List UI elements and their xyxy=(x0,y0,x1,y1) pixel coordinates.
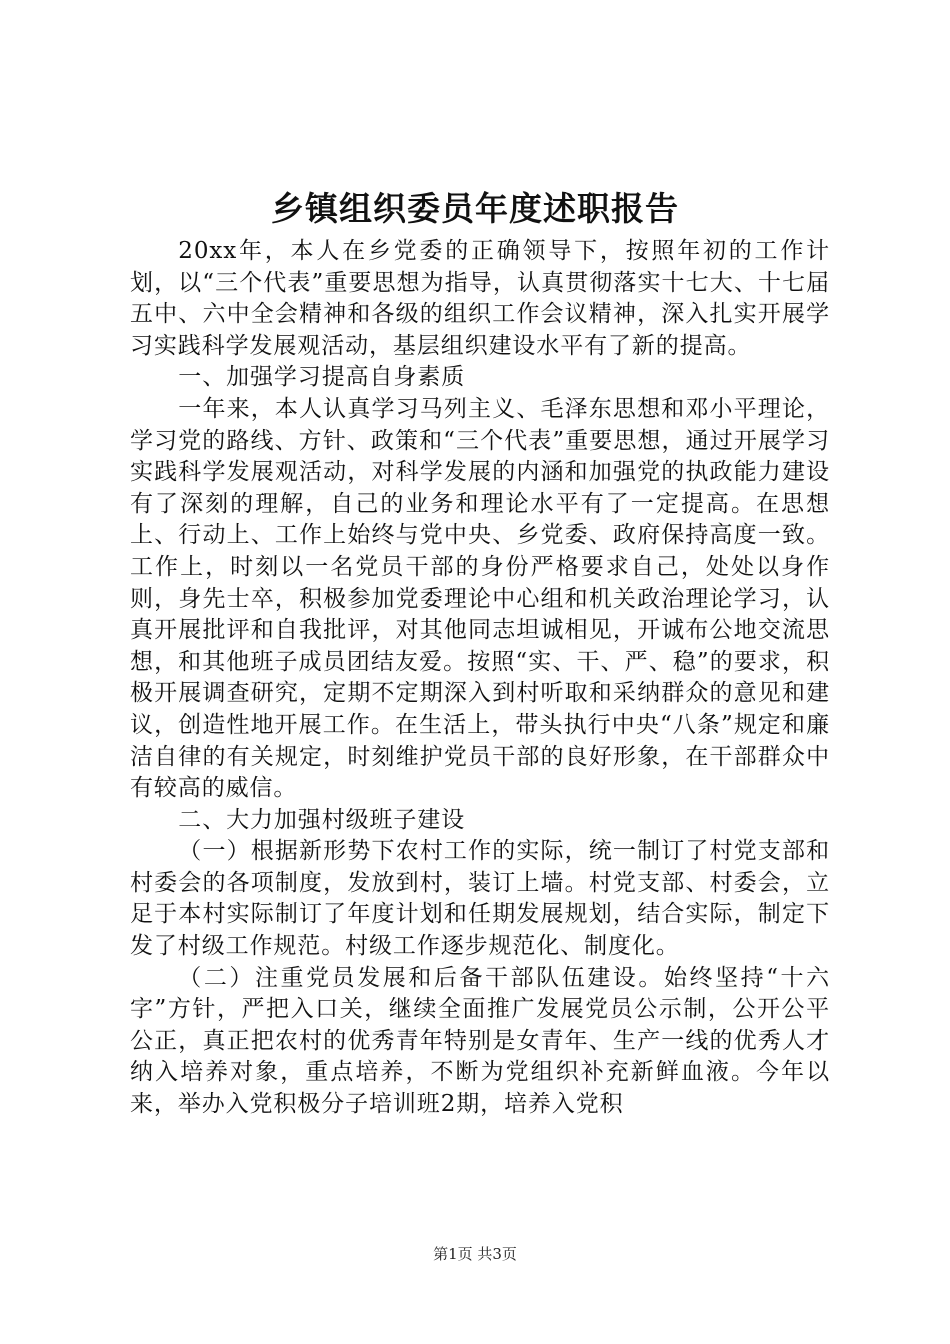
section-heading-2: 二、大力加强村级班子建设 xyxy=(178,806,466,833)
section-heading-1: 一、加强学习提高自身素质 xyxy=(178,364,466,391)
document-title: 乡镇组织委员年度述职报告 xyxy=(271,189,679,228)
paragraph-study: 一年来，本人认真学习马列主义、毛泽东思想和邓小平理论，学习党的路线、方针、政策和“三个代表”重要思想，通过开展学习实践科学发展观活动，对科学发展的内涵和加强党的执政能力建设有了深刻的理解，自己的业务和理论水平有了一定提高。在思想上、行动上、工作上始终与党中央、乡党委、政府保持高度一致。工作上，时刻以一名党员干部的身份严格要求自己，处处以身作则，身先士卒，积极参加党委理论中心组和机关政治理论学习，认真开展批评和自我批评，对其他同志坦诚相见，开诚布公地交流思想，和其他班子成员团结友爱。按照“实、干、严、稳”的要求，积极开展调查研究，定期不定期深入到村听取和采纳群众的意见和建议，创造性地开展工作。在生活上，带头执行中央“八条”规定和廉洁自律的有关规定，时刻维护党员干部的良好形象，在干部群众中有较高的威信。 xyxy=(130,395,830,802)
document-body xyxy=(130,236,830,1121)
paragraph-item-2: （二）注重党员发展和后备干部队伍建设。始终坚持“十六字”方针，严把入口关，继续全面推广发展党员公示制，公开公平公正，真正把农村的优秀青年特别是女青年、生产一线的优秀人才纳入培养对象，重点培养，不断为党组织补充新鲜血液。今年以来，举办入党积极分子培训班2期，培养入党积 xyxy=(130,964,830,1118)
paragraph-intro: 20xx年，本人在乡党委的正确领导下，按照年初的工作计划，以“三个代表”重要思想为指导，认真贯彻落实十七大、十七届五中、六中全会精神和各级的组织工作会议精神，深入扎实开展学习实践科学发展观活动，基层组织建设水平有了新的提高。 xyxy=(130,238,830,359)
paragraph-item-1: （一）根据新形势下农村工作的实际，统一制订了村党支部和村委会的各项制度，发放到村，装订上墙。村党支部、村委会，立足于本村实际制订了年度计划和任期发展规划，结合实际，制定下发了村级工作规范。村级工作逐步规范化、制度化。 xyxy=(130,838,830,960)
page-footer: 第1页 共3页 xyxy=(433,1245,517,1263)
